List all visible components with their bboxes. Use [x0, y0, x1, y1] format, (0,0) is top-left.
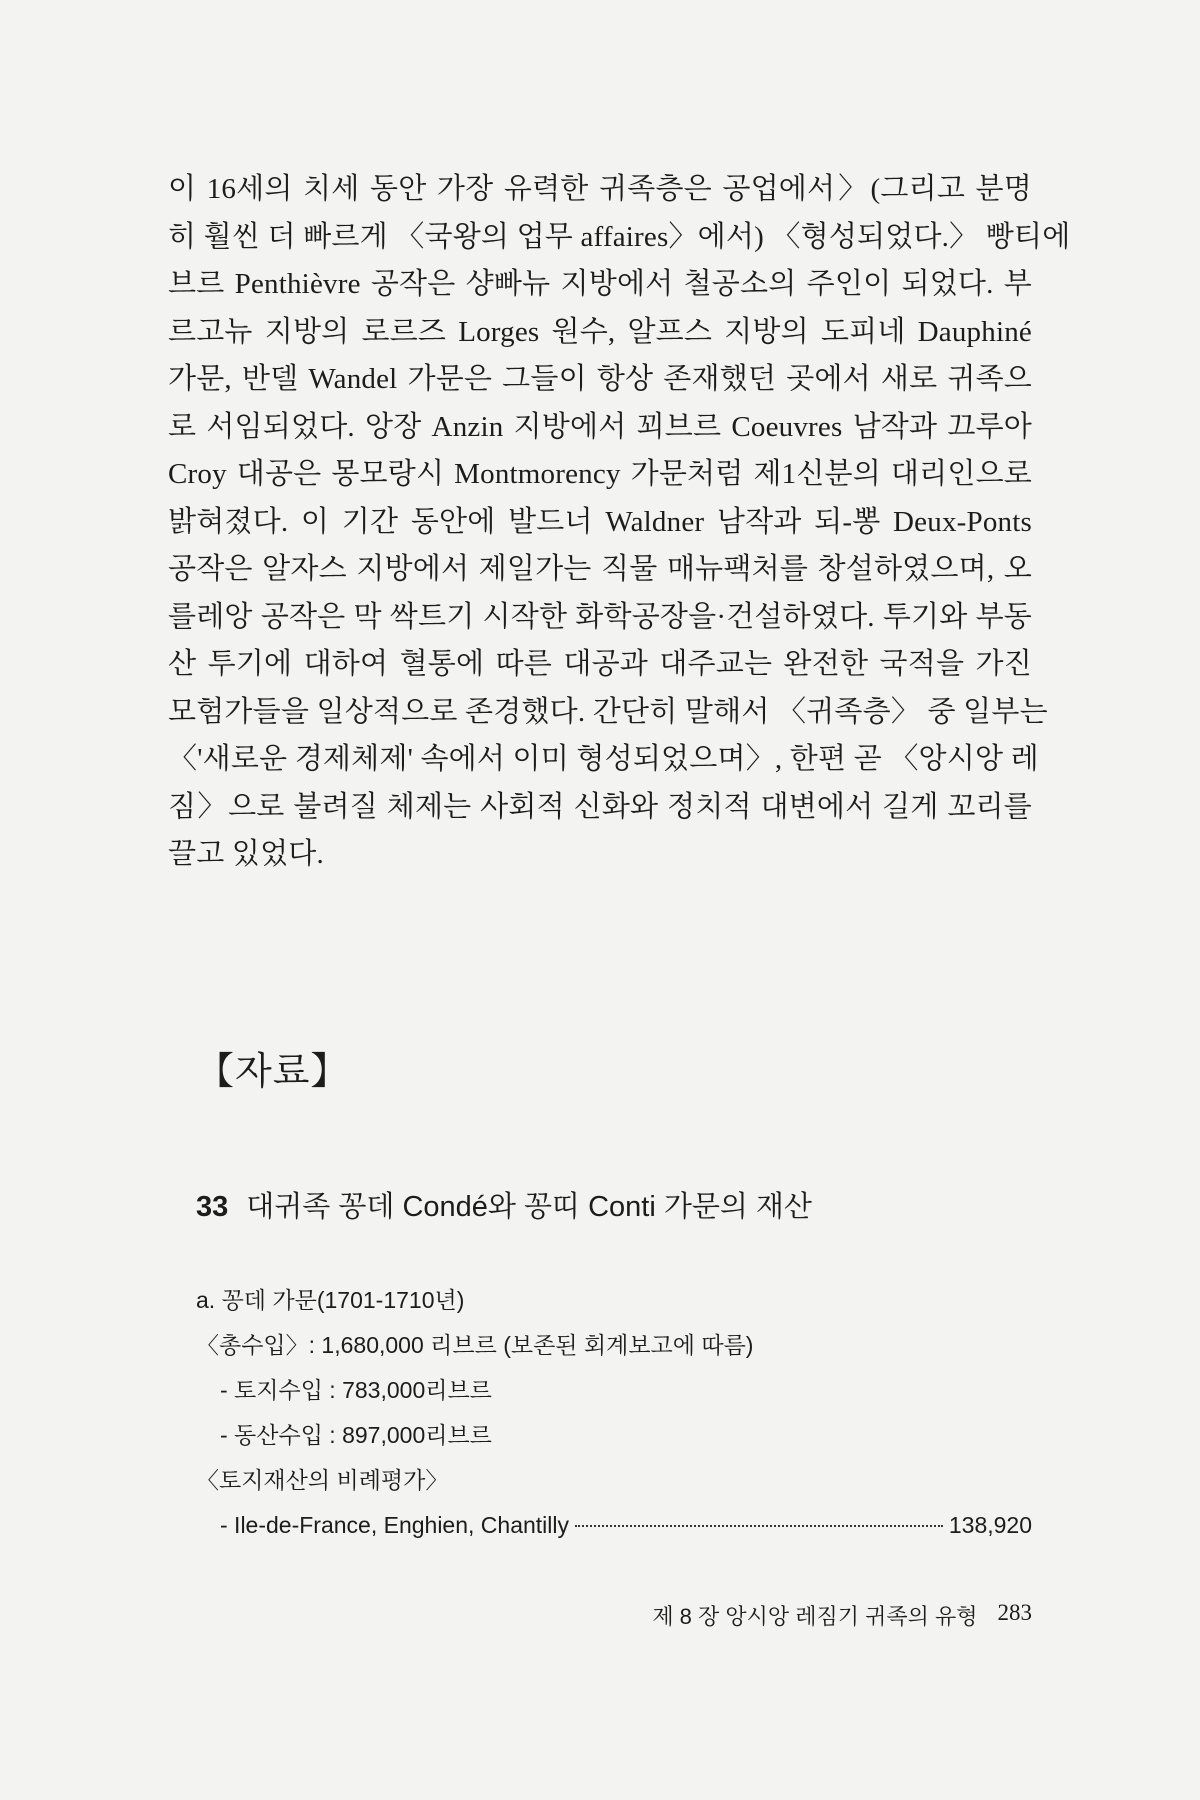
estate-heading: 〈토지재산의 비례평가〉 — [196, 1467, 449, 1493]
section-heading: 【자료】 — [196, 1051, 350, 1093]
page-number: 283 — [997, 1600, 1032, 1625]
body-line: 짐〉으로 불려질 체제는 사회적 신화와 정치적 대변에서 길게 꼬리를 — [168, 790, 1032, 823]
body-line: 브르 Penthièvre 공작은 샹빠뉴 지방에서 철공소의 주인이 되었다. 부 — [168, 268, 1032, 300]
land-income-line: - 토지수입 : 783,000리브르 — [220, 1377, 492, 1403]
income-list — [196, 1278, 1032, 1548]
body-line: 르고뉴 지방의 로르즈 Lorges 원수, 알프스 지방의 도피네 Dauphiné — [168, 315, 1032, 348]
estate-row-value: 138,920 — [948, 1512, 1032, 1538]
body-line: 끌고 있었다. — [168, 838, 324, 870]
body-line: 히 훨씬 더 빠르게 〈국왕의 업무 affaires〉에서) 〈형성되었다.〉 빵티에 — [168, 220, 1071, 253]
body-line: 공작은 알자스 지방에서 제일가는 직물 매뉴팩처를 창설하였으며, 오 — [168, 553, 1032, 585]
movable-income-line: - 동산수입 : 897,000리브르 — [220, 1422, 492, 1448]
total-income-line: 〈총수입〉: 1,680,000 리브르 (보존된 회계보고에 따름) — [196, 1332, 754, 1358]
body-line: 〈'새로운 경제체제' 속에서 이미 형성되었으며〉, 한편 곧 〈앙시앙 레 — [168, 743, 1039, 775]
estate-row-label: - Ile-de-France, Enghien, Chantilly — [220, 1512, 569, 1538]
body-line: 모험가들을 일상적으로 존경했다. 간단히 말해서 〈귀족층〉 중 일부는 — [168, 695, 1048, 728]
body-line: 를레앙 공작은 막 싹트기 시작한 화학공장을·건설하였다. 투기와 부동 — [168, 600, 1032, 633]
body-line: 가문, 반델 Wandel 가문은 그들이 항상 존재했던 곳에서 새로 귀족으 — [168, 363, 1032, 395]
estate-row — [196, 1503, 1032, 1548]
body-paragraph — [168, 166, 1071, 879]
document-title — [196, 1184, 812, 1225]
body-line: 로 서임되었다. 앙장 Anzin 지방에서 꾀브르 Coeuvres 남작과 끄루아 — [168, 410, 1032, 443]
body-line: 밝혀졌다. 이 기간 동안에 발드너 Waldner 남작과 되-뽕 Deux-Ponts — [168, 505, 1032, 538]
document-number: 33 — [196, 1191, 229, 1223]
document-title-text: 대귀족 꽁데 Condé와 꽁띠 Conti 가문의 재산 — [246, 1191, 812, 1223]
page-footer — [652, 1600, 1032, 1631]
body-line: Croy 대공은 몽모랑시 Montmorency 가문처럼 제1신분의 대리인으로 — [168, 458, 1032, 490]
dot-leader — [575, 1525, 943, 1527]
body-line: 산 투기에 대하여 혈통에 따른 대공과 대주교는 완전한 국적을 가진 — [168, 648, 1032, 680]
body-line: 이 16세의 치세 동안 가장 유력한 귀족층은 공업에서〉(그리고 분명 — [168, 173, 1032, 205]
subsection-title: a. 꽁데 가문(1701-1710년) — [196, 1287, 465, 1313]
running-head: 제 8 장 앙시앙 레짐기 귀족의 유형 — [652, 1604, 978, 1629]
